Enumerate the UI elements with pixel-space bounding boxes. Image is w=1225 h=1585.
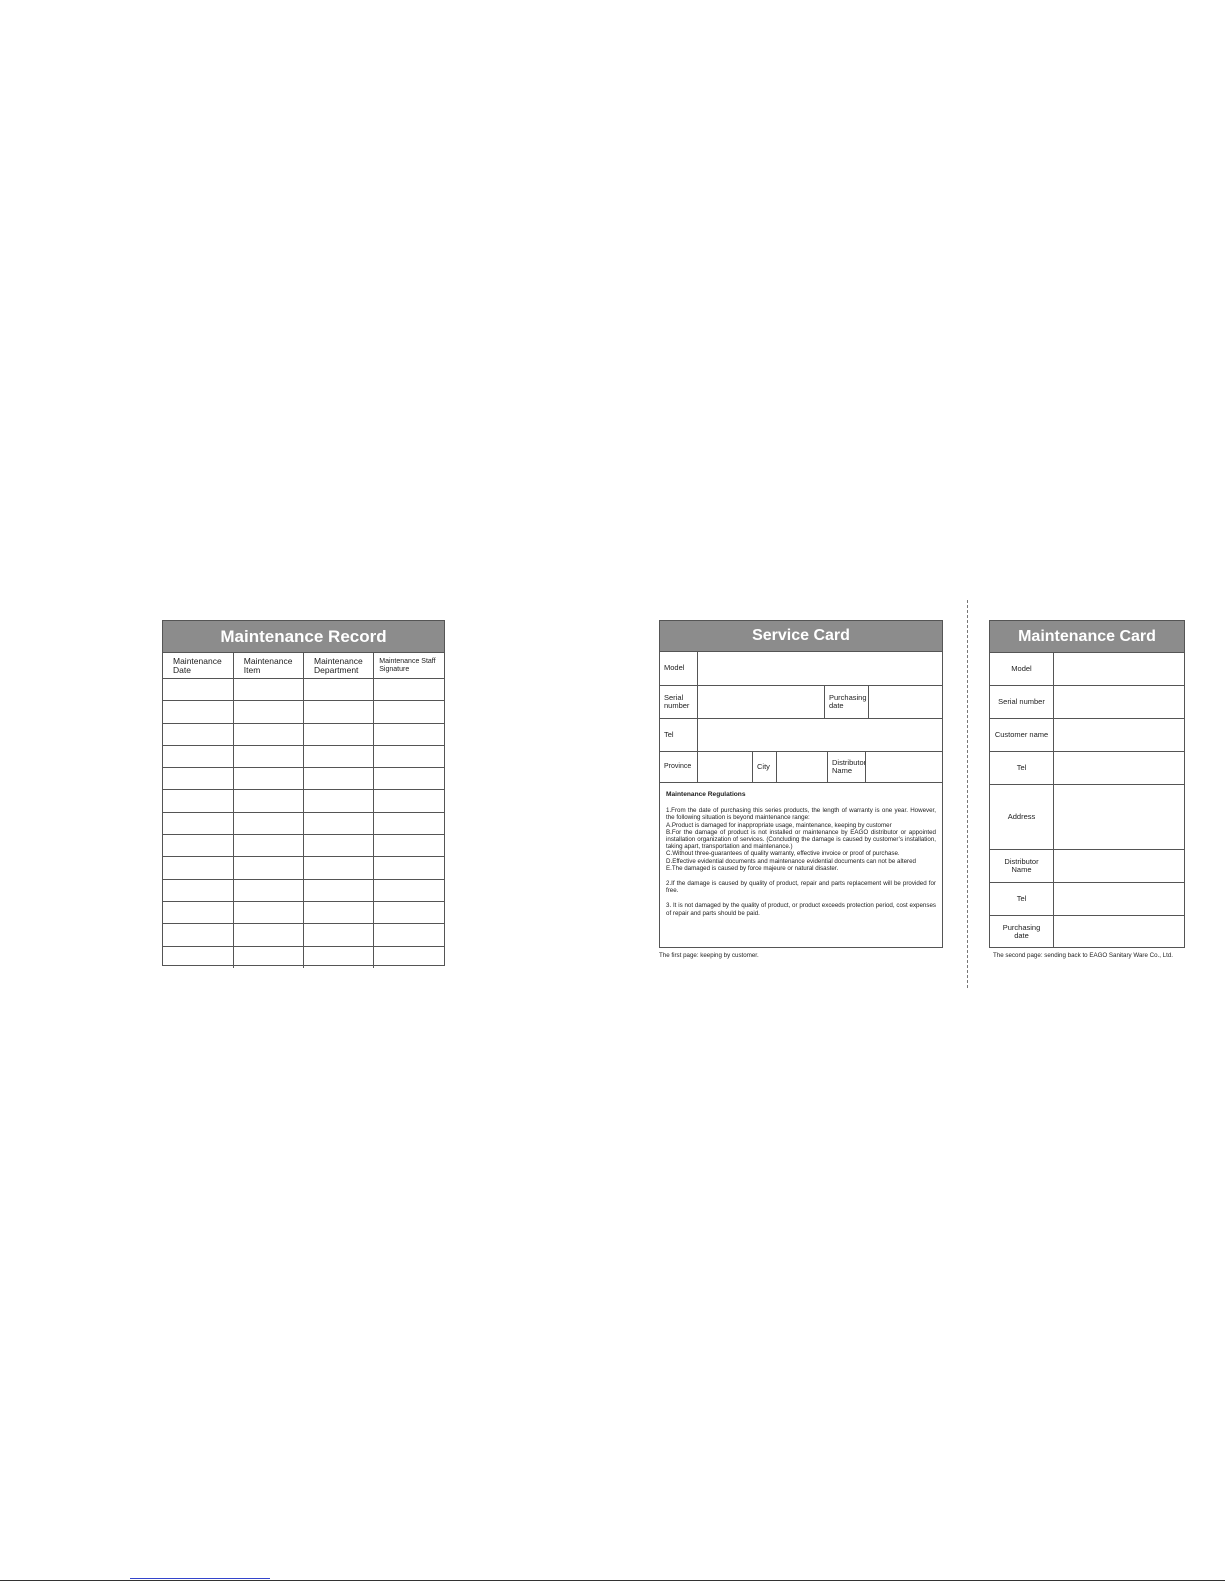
regulation-2: 2.If the damage is caused by quality of product, repair and parts replacement will be provided for free. [666,880,936,895]
table-cell[interactable] [163,835,233,857]
maintenance-record-body [163,679,444,968]
maint-tel-row[interactable] [990,752,1184,785]
maintenance-regulations [660,783,942,917]
maint-model-label: Model [990,653,1054,685]
service-model-row [660,652,942,686]
service-city-label: City [752,752,776,782]
column-header-date: Maintenance Date [163,653,233,679]
table-row [163,790,444,812]
table-cell[interactable] [304,679,374,701]
table-cell[interactable] [304,946,374,968]
table-cell[interactable] [163,679,233,701]
table-cell[interactable] [233,901,303,923]
table-cell[interactable] [233,768,303,790]
service-card-title: Service Card [660,621,942,652]
table-cell[interactable] [374,790,444,812]
table-cell[interactable] [374,901,444,923]
table-cell[interactable] [304,924,374,946]
table-cell[interactable] [233,857,303,879]
table-cell[interactable] [163,723,233,745]
table-row [163,745,444,767]
table-row [163,924,444,946]
table-row [163,946,444,968]
table-cell[interactable] [233,946,303,968]
table-row [163,701,444,723]
maint-address-label: Address [990,785,1054,849]
table-cell[interactable] [304,879,374,901]
table-cell[interactable] [374,879,444,901]
table-cell[interactable] [163,924,233,946]
service-card-footnote: The first page: keeping by customer. [659,952,759,959]
service-city-field[interactable] [776,752,827,782]
table-cell[interactable] [163,768,233,790]
link-underline [130,1578,270,1579]
maint-tel-label: Tel [990,752,1054,784]
service-model-field[interactable] [697,652,942,685]
regulation-1: 1.From the date of purchasing this series products, the length of warranty is one year. However, the following situation is beyond maintenance range: [666,807,936,822]
table-cell[interactable] [233,701,303,723]
maintenance-card [989,620,1185,948]
service-distributor-label: Distributor Name [827,752,865,782]
service-serial-label: Serial number [664,692,690,710]
table-cell[interactable] [304,723,374,745]
maint-tel2-label: Tel [990,883,1054,915]
service-tel-row [660,719,942,752]
table-cell[interactable] [304,701,374,723]
regulation-a: A.Product is damaged for inappropriate usage, maintenance, keeping by customer [666,821,892,829]
maintenance-record-title: Maintenance Record [163,621,444,653]
table-cell[interactable] [163,701,233,723]
maint-customer-label: Customer name [990,719,1054,751]
column-header-signature: Maintenance Staff Signature [374,653,444,679]
cut-line [967,600,968,988]
service-distributor-field[interactable] [865,752,942,782]
maint-purchasing-row[interactable] [990,916,1184,948]
maint-customer-row[interactable] [990,719,1184,752]
maintenance-record-card [162,620,445,966]
maint-serial-label: Serial number [990,686,1054,718]
table-cell[interactable] [304,768,374,790]
table-cell[interactable] [374,924,444,946]
regulations-title: Maintenance Regulations [666,791,746,798]
service-purchasing-field[interactable] [868,686,942,718]
maint-address-row[interactable] [990,785,1184,850]
table-cell[interactable] [374,701,444,723]
table-cell[interactable] [233,723,303,745]
service-location-row [660,752,942,783]
regulation-e: E.The damaged is caused by force majeure or natural disaster. [666,864,839,872]
page-bottom-rule [0,1580,1225,1581]
table-cell[interactable] [374,679,444,701]
regulation-3: 3. It is not damaged by the quality of product, or product exceeds protection period, cost expenses of repair and parts should be paid. [666,902,936,917]
service-serial-field[interactable] [697,686,824,718]
service-province-label: Province [664,762,692,770]
table-cell[interactable] [233,924,303,946]
table-row [163,768,444,790]
column-header-item: Maintenance Item [233,653,303,679]
service-serial-row [660,686,942,719]
maintenance-record-table [163,653,444,968]
table-cell[interactable] [233,679,303,701]
maint-serial-row[interactable] [990,686,1184,719]
regulation-b: B.For the damage of product is not installed or maintenance by EAGO distributor or appointed installation organization of services. (Concluding the damage is caused by customer’s installation, taking apart, transportation and maintenance.) [666,828,936,851]
table-cell[interactable] [374,768,444,790]
table-cell[interactable] [233,835,303,857]
service-card [659,620,943,948]
maint-distributor-row[interactable] [990,850,1184,883]
maint-distributor-label: Distributor Name [990,850,1054,882]
table-cell[interactable] [163,745,233,767]
table-cell[interactable] [304,745,374,767]
table-cell[interactable] [163,879,233,901]
maintenance-card-footnote: The second page: sending back to EAGO Sanitary Ware Co., Ltd. [993,952,1173,959]
table-row [163,879,444,901]
maint-tel2-row[interactable] [990,883,1184,916]
table-cell[interactable] [233,879,303,901]
table-row [163,835,444,857]
table-cell[interactable] [233,745,303,767]
table-cell[interactable] [374,723,444,745]
regulation-c: C.Without three-guarantees of quality warranty, effective invoice or proof of purchase. [666,850,900,858]
table-cell[interactable] [374,857,444,879]
table-cell[interactable] [374,946,444,968]
column-header-department: Maintenance Department [304,653,374,679]
regulation-d: D.Effective evidential documents and maintenance evidential documents can not be altered [666,857,916,865]
service-tel-label: Tel [664,729,674,739]
table-row [163,901,444,923]
table-cell[interactable] [163,946,233,968]
table-cell[interactable] [374,745,444,767]
maint-purchasing-label: Purchasing date [990,916,1054,948]
table-row [163,679,444,701]
maintenance-card-title: Maintenance Card [990,621,1184,653]
table-cell[interactable] [233,790,303,812]
table-cell[interactable] [304,812,374,834]
table-cell[interactable] [304,835,374,857]
table-cell[interactable] [374,812,444,834]
service-province-field[interactable] [697,752,752,782]
table-row [163,723,444,745]
table-cell[interactable] [304,901,374,923]
table-cell[interactable] [163,790,233,812]
service-purchasing-label: Purchasing date [824,686,868,718]
service-tel-field[interactable] [697,719,942,751]
table-cell[interactable] [163,812,233,834]
table-cell[interactable] [163,857,233,879]
table-cell[interactable] [233,812,303,834]
maint-model-row[interactable] [990,653,1184,686]
table-cell[interactable] [163,901,233,923]
table-cell[interactable] [304,857,374,879]
table-cell[interactable] [374,835,444,857]
table-cell[interactable] [304,790,374,812]
table-row [163,857,444,879]
service-model-label: Model [664,663,685,673]
table-row [163,812,444,834]
